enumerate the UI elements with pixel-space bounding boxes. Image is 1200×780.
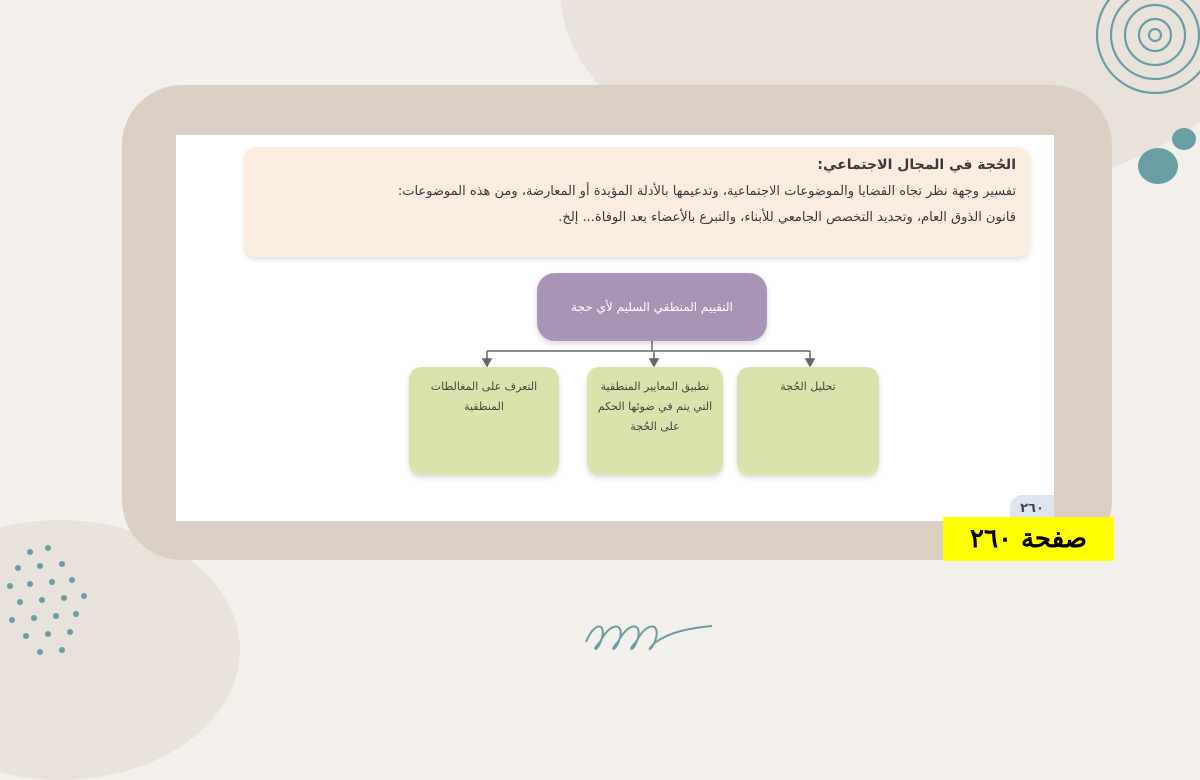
page-number-corner: ٢٦٠	[1010, 495, 1054, 521]
concentric-circles-icon	[1085, 0, 1200, 100]
text-box-title: الحُجة في المجال الاجتماعي:	[817, 157, 1016, 173]
diagram-branch-2: تطبيق المعايير المنطقية التي يتم في ضوئها الحكم على الحُجة	[587, 367, 723, 475]
text-box-line-2: قانون الذوق العام، وتحديد التخصص الجامعي للأبناء، والتبرع بالأعضاء بعد الوفاة... إلخ.	[558, 210, 1016, 225]
diagram-top-node: التقييم المنطقي السليم لأي حجة	[537, 273, 767, 341]
diagram-branch-1: تحليل الحُجة	[737, 367, 879, 475]
decor-dots-pattern	[0, 540, 110, 670]
textbook-page-image	[176, 135, 1054, 521]
decor-dot-small	[1172, 128, 1196, 150]
diagram-branch-3: التعرف على المغالطات المنطقية	[409, 367, 559, 475]
page-label: صفحة ٢٦٠	[943, 517, 1114, 561]
squiggle-decoration	[580, 612, 720, 662]
text-box-line-1: تفسير وجهة نظر تجاه القضايا والموضوعات الاجتماعية، وتدعيمها بالأدلة المؤيدة أو المعارضة، ومن هذه الموضوعات:	[397, 184, 1016, 199]
decor-dot-large	[1138, 148, 1178, 184]
